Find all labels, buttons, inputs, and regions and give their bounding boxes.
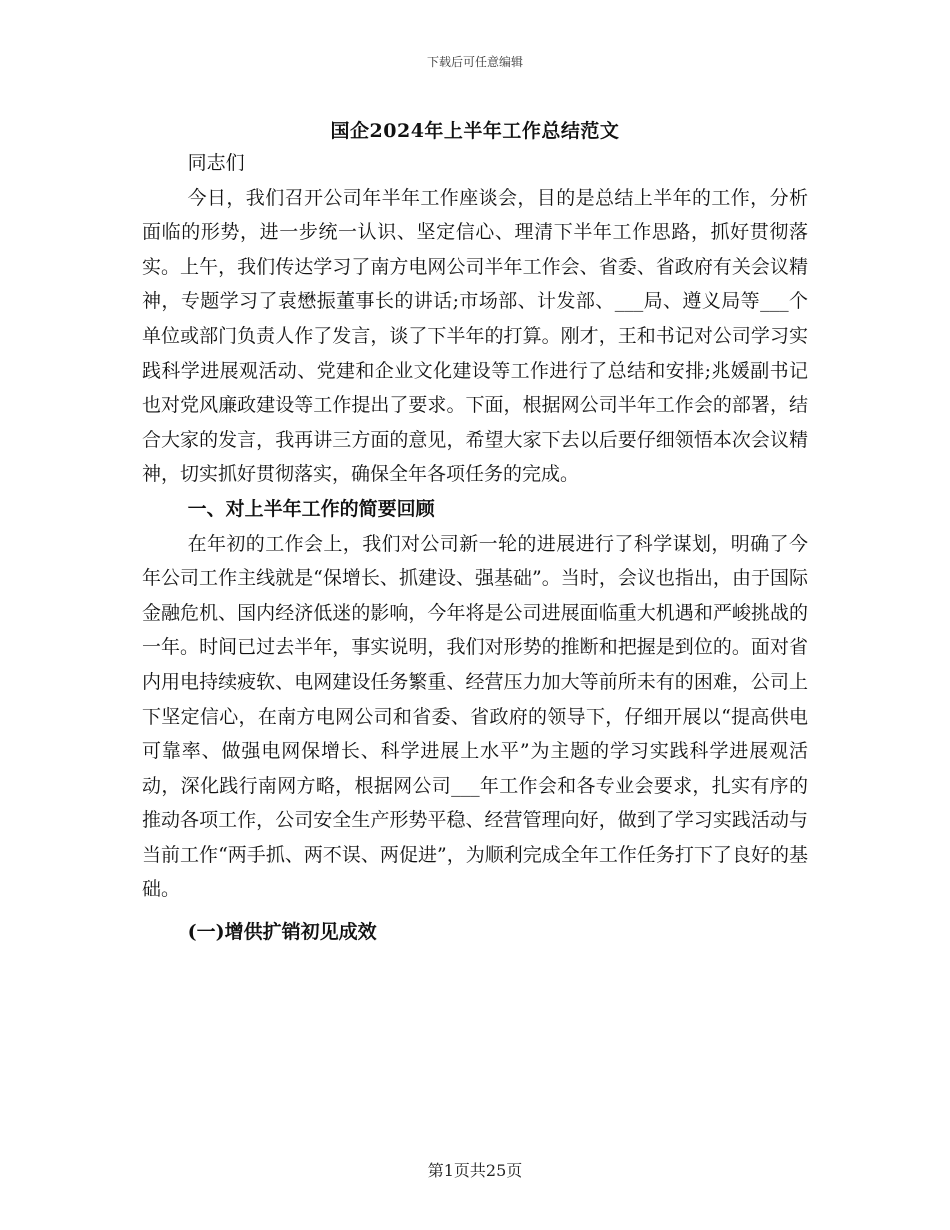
document-body bbox=[142, 146, 808, 950]
intro-paragraph: 今日，我们召开公司年半年工作座谈会，目的是总结上半年的工作，分析面临的形势，进一步统一认识、坚定信心、理清下半年工作思路，抓好贯彻落实。上午，我们传达学习了南方电网公司半年工作会、省委、省政府有关会议精神，专题学习了袁懋振董事长的讲话;市场部、计发部、___局、遵义局等___个单位或部门负责人作了发言，谈了下半年的打算。刚才，王和书记对公司学习实践科学进展观活动、党建和企业文化建设等工作进行了总结和安排;兆媛副书记也对党风廉政建设等工作提出了要求。下面，根据网公司半年工作会的部署，结合大家的发言，我再讲三方面的意见，希望大家下去以后要仔细领悟本次会议精神，切实抓好贯彻落实，确保全年各项任务的完成。 bbox=[142, 186, 808, 486]
page-header: 下载后可任意编辑 bbox=[426, 55, 523, 69]
document-title: 国企2024年上半年工作总结范文 bbox=[330, 120, 620, 142]
salutation: 同志们 bbox=[187, 152, 245, 174]
section-heading: 一、对上半年工作的简要回顾 bbox=[187, 497, 435, 520]
subsection-heading: (一)增供扩销初见成效 bbox=[187, 921, 377, 944]
page-footer: 第1页共25页 bbox=[427, 1161, 523, 1180]
section-paragraph: 在年初的工作会上，我们对公司新一轮的进展进行了科学谋划，明确了今年公司工作主线就是“保增长、抓建设、强基础”。当时，会议也指出，由于国际金融危机、国内经济低迷的影响，今年将是公司进展面临重大机遇和严峻挑战的一年。时间已过去半年，事实说明，我们对形势的推断和把握是到位的。面对省内用电持续疲软、电网建设任务繁重、经营压力加大等前所未有的困难，公司上下坚定信心，在南方电网公司和省委、省政府的领导下，仔细开展以“提高供电可靠率、做强电网保增长、科学进展上水平”为主题的学习实践科学进展观活动，深化践行南网方略，根据网公司___年工作会和各专业会要求，扎实有序的推动各项工作，公司安全生产形势平稳、经营管理向好，做到了学习实践活动与当前工作“两手抓、两不误、两促进”，为顺利完成全年工作任务打下了良好的基础。 bbox=[142, 532, 808, 901]
